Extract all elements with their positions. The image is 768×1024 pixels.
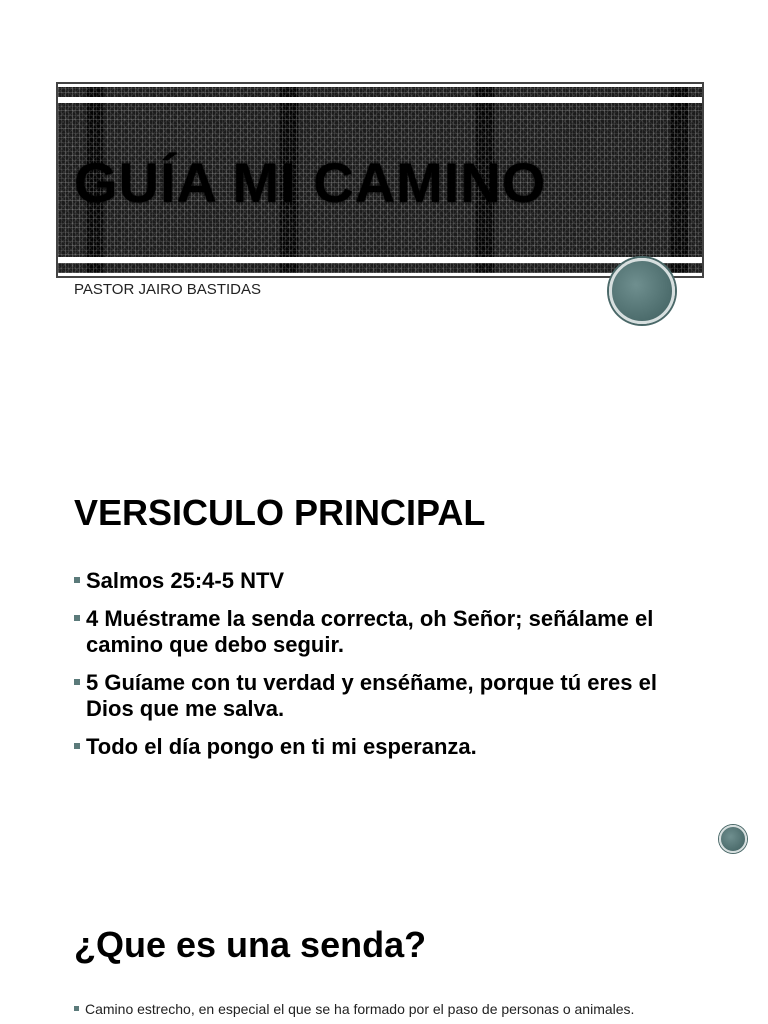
list-item: Todo el día pongo en ti mi esperanza. bbox=[74, 734, 694, 760]
banner-stripe-top bbox=[58, 97, 702, 103]
list-item: 4 Muéstrame la senda correcta, oh Señor; señálame el camino que debo seguir. bbox=[74, 606, 694, 658]
author-subtitle: PASTOR JAIRO BASTIDAS bbox=[74, 281, 261, 298]
decorative-circle-icon bbox=[719, 825, 747, 853]
list-item: 5 Guíame con tu verdad y enséñame, porque tú eres el Dios que me salva. bbox=[74, 670, 694, 722]
verse-slide bbox=[0, 400, 768, 860]
list-item: Salmos 25:4-5 NTV bbox=[74, 568, 694, 594]
verse-list bbox=[74, 568, 694, 772]
slide-heading: VERSICULO PRINCIPAL bbox=[74, 492, 486, 533]
title-slide bbox=[0, 0, 768, 400]
slide-heading: ¿Que es una senda? bbox=[74, 924, 427, 965]
decorative-circle-icon bbox=[609, 258, 675, 324]
definition-slide bbox=[0, 860, 768, 1024]
slide-title: GUÍA MI CAMINO bbox=[74, 151, 547, 214]
banner-stripe-bottom bbox=[58, 257, 702, 263]
definition-text: Camino estrecho, en especial el que se ha formado por el paso de personas o animales. bbox=[74, 1000, 705, 1018]
